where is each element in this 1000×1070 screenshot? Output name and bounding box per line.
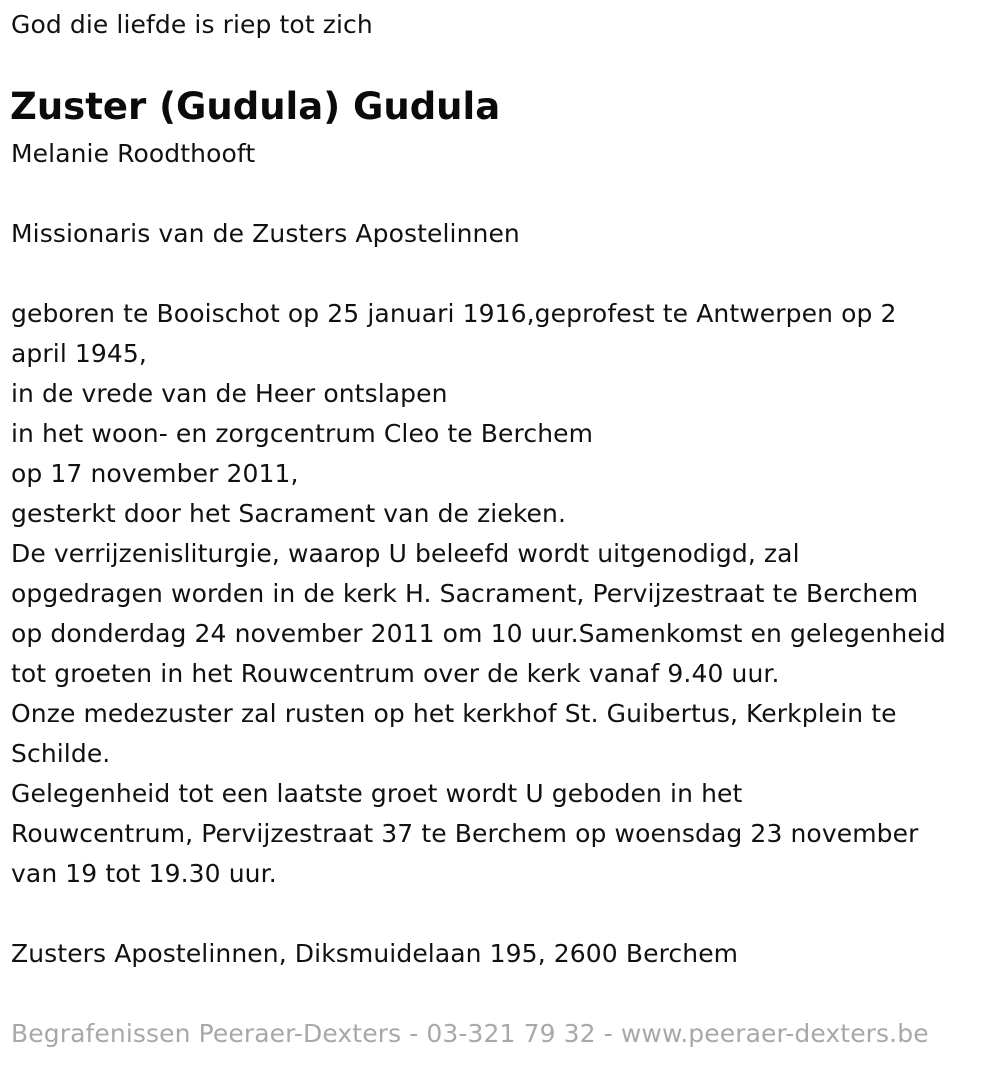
body-line: april 1945,	[11, 339, 147, 368]
body-line: van 19 tot 19.30 uur.	[11, 859, 277, 888]
body-line: op 17 november 2011,	[11, 459, 299, 488]
body-line: in de vrede van de Heer ontslapen	[11, 379, 448, 408]
intro-line: God die liefde is riep tot zich	[11, 10, 373, 39]
body-line: Schilde.	[11, 739, 111, 768]
body-line: Onze medezuster zal rusten op het kerkhof St. Guibertus, Kerkplein te	[11, 699, 897, 728]
body-line: De verrijzenisliturgie, waarop U beleefd wordt uitgenodigd, zal	[11, 539, 800, 568]
body-line: Rouwcentrum, Pervijzestraat 37 te Berchem op woensdag 23 november	[11, 819, 919, 848]
role-line: Missionaris van de Zusters Apostelinnen	[11, 219, 520, 248]
body-line: in het woon- en zorgcentrum Cleo te Berchem	[11, 419, 594, 448]
body-line: Gelegenheid tot een laatste groet wordt U geboden in het	[11, 779, 743, 808]
body-line: opgedragen worden in de kerk H. Sacrament, Pervijzestraat te Berchem	[11, 579, 919, 608]
funeral-home-footer: Begrafenissen Peeraer-Dexters - 03-321 79 32 - www.peeraer-dexters.be	[11, 1019, 929, 1048]
deceased-name: Zuster (Gudula) Gudula	[10, 85, 501, 128]
body-line: geboren te Booischot op 25 januari 1916,geprofest te Antwerpen op 2	[11, 299, 897, 328]
body-line: gesterkt door het Sacrament van de zieken.	[11, 499, 566, 528]
body-line: op donderdag 24 november 2011 om 10 uur.Samenkomst en gelegenheid	[11, 619, 946, 648]
address-line: Zusters Apostelinnen, Diksmuidelaan 195, 2600 Berchem	[11, 939, 739, 968]
civil-name: Melanie Roodthooft	[11, 139, 256, 168]
body-line: tot groeten in het Rouwcentrum over de kerk vanaf 9.40 uur.	[11, 659, 780, 688]
